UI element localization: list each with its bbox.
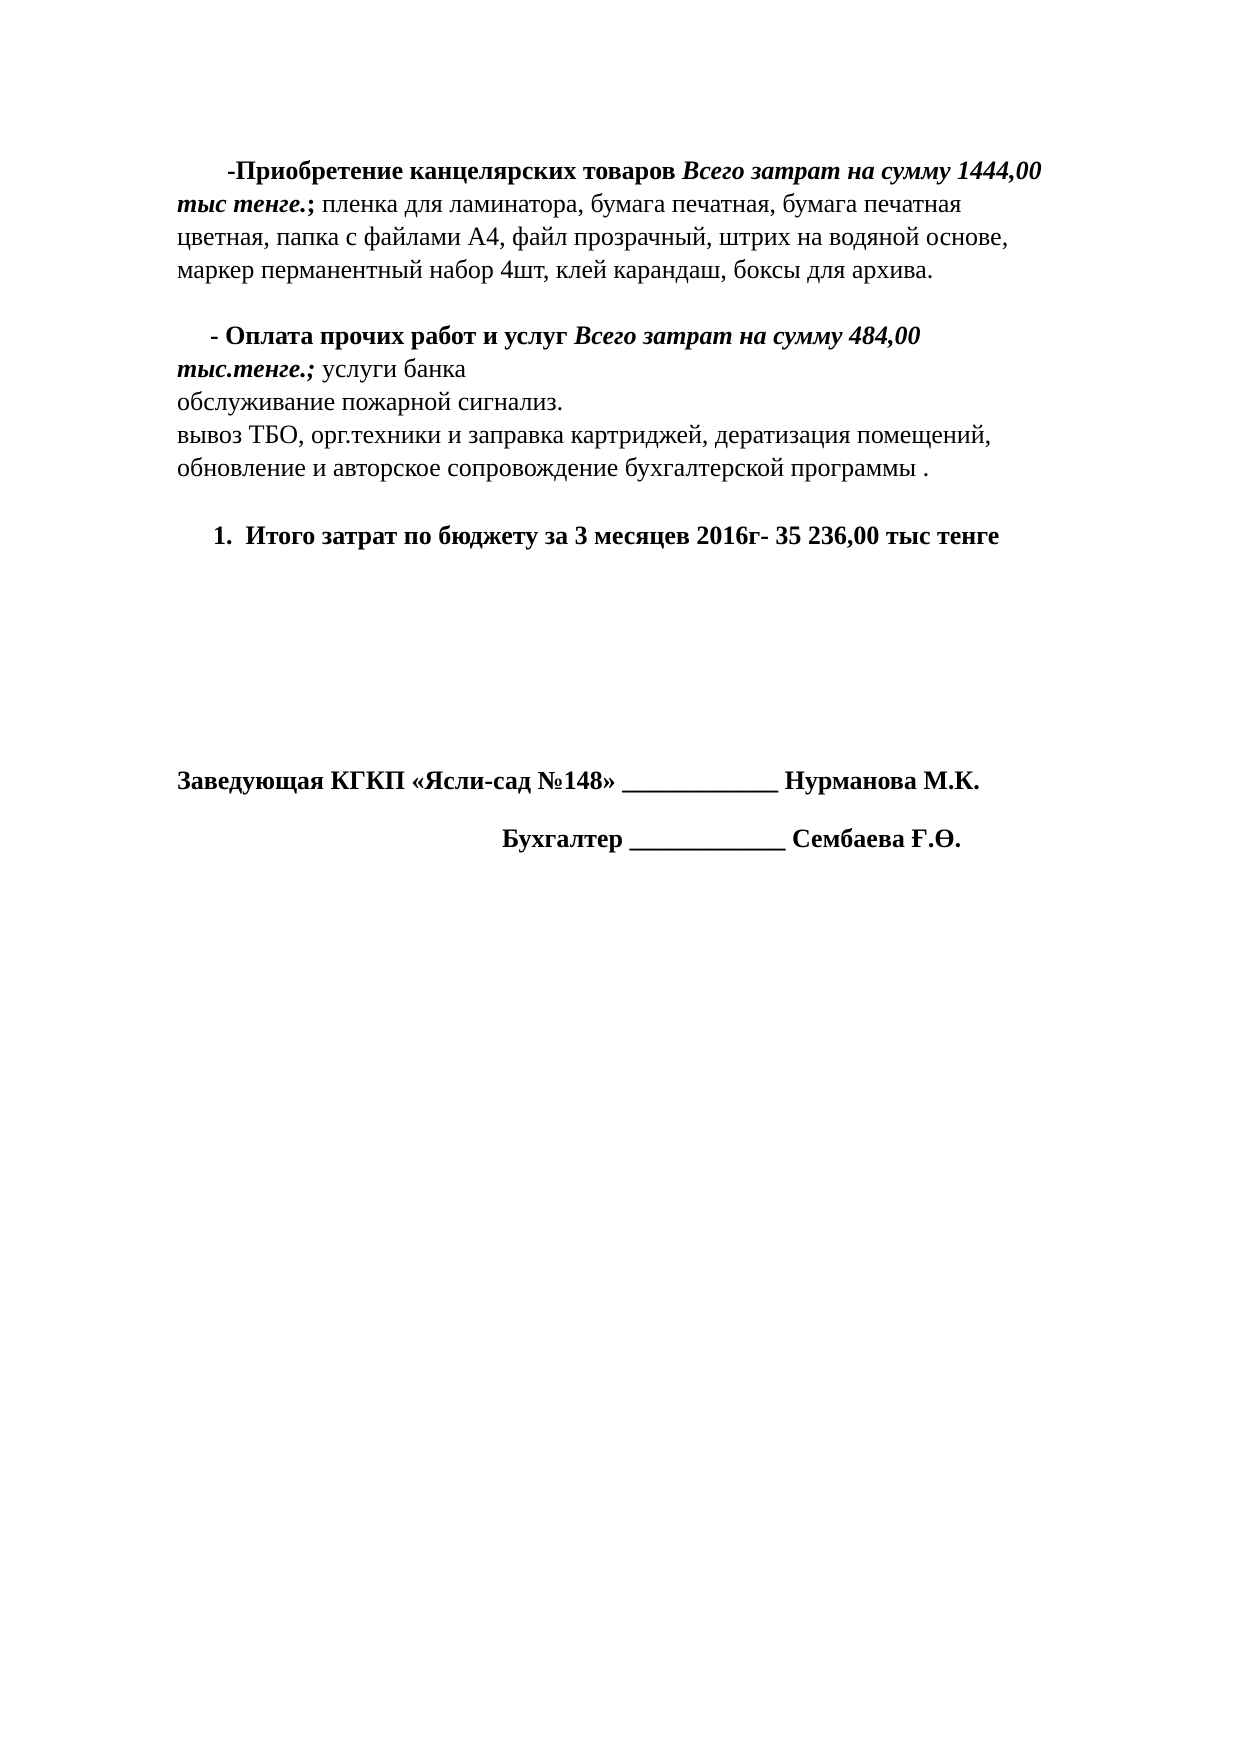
services-line-2 xyxy=(177,352,466,385)
head-signature-blank: ____________ xyxy=(622,766,779,795)
stationery-desc-1: пленка для ламинатора, бумага печатная, бумага печатная xyxy=(321,189,962,218)
stationery-separator: ; xyxy=(306,189,322,218)
head-name: Нурманова М.К. xyxy=(784,766,980,795)
services-desc-4: обновление и авторское сопровождение бухгалтерской программы . xyxy=(177,453,930,482)
head-signature-line xyxy=(177,764,980,797)
stationery-line-2 xyxy=(177,187,961,220)
services-desc-2: обслуживание пожарной сигнализ. xyxy=(177,387,564,416)
services-desc-1: услуги банка xyxy=(315,354,467,383)
services-desc-3: вывоз ТБО, орг.техники и заправка картриджей, дератизация помещений, xyxy=(177,420,992,449)
accountant-signature-line xyxy=(502,822,961,855)
summary-line xyxy=(213,519,999,552)
stationery-heading: -Приобретение канцелярских товаров xyxy=(227,156,683,185)
accountant-title: Бухгалтер xyxy=(502,824,623,853)
head-title: Заведующая КГКП «Ясли-сад №148» xyxy=(177,766,616,795)
stationery-desc-3: маркер перманентный набор 4шт, клей карандаш, боксы для архива. xyxy=(177,255,934,284)
summary-number: 1. xyxy=(213,521,233,550)
services-total-amount: Всего затрат на сумму 484,00 xyxy=(573,321,921,350)
stationery-desc-2: цветная, папка с файлами А4, файл прозрачный, штрих на водяной основе, xyxy=(177,222,1009,251)
stationery-total-amount: Всего затрат на сумму 1444,00 xyxy=(682,156,1042,185)
services-line-1 xyxy=(210,319,921,352)
summary-text: Итого затрат по бюджету за 3 месяцев 2016г- 35 236,00 тыс тенге xyxy=(245,521,1000,550)
services-total-currency: тыс.тенге.; xyxy=(177,354,316,383)
accountant-signature-blank: ____________ xyxy=(629,824,786,853)
stationery-line-1 xyxy=(227,154,1042,187)
services-heading: - Оплата прочих работ и услуг xyxy=(210,321,574,350)
stationery-total-currency: тыс тенге. xyxy=(177,189,307,218)
accountant-name: Сембаева Ғ.Ө. xyxy=(791,824,962,853)
